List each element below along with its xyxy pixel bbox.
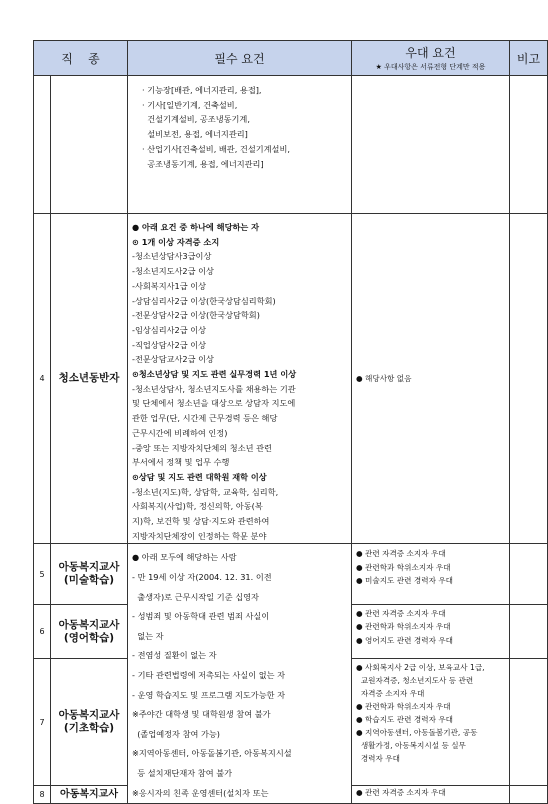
requirement-line: -직업상담사2급 이상 bbox=[132, 339, 207, 350]
cell-note bbox=[510, 786, 548, 804]
requirement-line: - 전염성 질환이 없는 자 bbox=[132, 650, 217, 661]
preferred-item: ● 영어지도 관련 경력자 우대 bbox=[356, 635, 453, 645]
header-preferred-title: 우대 요건 bbox=[405, 46, 456, 60]
job-title-line2: (기초학습) bbox=[63, 722, 115, 735]
job-title: 아동복지교사 bbox=[51, 786, 128, 804]
requirement-line: 지방자치단체장이 인정하는 학문 분야 bbox=[132, 530, 267, 541]
requirement-line: 출생자)로 근무시작일 기준 십영자 bbox=[132, 591, 259, 602]
preferred-item: ● 지역아동센터, 아동돌봄기관, 공동 bbox=[356, 728, 478, 738]
header-preferred-subtitle: ★ 우대사항은 서류전형 단계만 적용 bbox=[375, 63, 486, 71]
job-title bbox=[51, 544, 128, 604]
requirement-line: 건설기계설비, 공조냉동기계, bbox=[142, 114, 250, 125]
requirement-line: -전문상담교사2급 이상 bbox=[132, 354, 214, 365]
requirement-line: ※지역아동센터, 아동돌봄기관, 아동복지시설 bbox=[132, 748, 292, 759]
cell-preferred bbox=[352, 659, 510, 786]
requirement-line: 사회복지(사업)학, 정신의학, 아동(복 bbox=[132, 501, 263, 512]
job-title-line1: 아동복지교사 bbox=[58, 709, 120, 722]
preferred-item: ● 관련 자격증 소지자 우대 bbox=[356, 608, 446, 618]
requirement-line: 근무시간에 비례하여 인정) bbox=[132, 427, 228, 438]
preferred-item: ● 미술지도 관련 경력자 우대 bbox=[356, 576, 453, 586]
row-number: 5 bbox=[34, 544, 51, 604]
job-title bbox=[51, 604, 128, 659]
row-number: 8 bbox=[34, 786, 51, 804]
job-title-line1: 아동복지교사 bbox=[58, 618, 120, 631]
requirement-line: ● 아래 모두에 해당하는 사람 bbox=[132, 552, 237, 563]
requirement-line: -청소년(지도)학, 상담학, 교육학, 심리학, bbox=[132, 486, 279, 497]
preferred-item: 경력자 우대 bbox=[356, 754, 400, 764]
cell-preferred bbox=[352, 214, 510, 544]
requirement-line: - 만 19세 이상 자(2004. 12. 31. 이전 bbox=[132, 572, 272, 583]
requirement-line: · 산업기사[건축설비, 배관, 건설기계설비, bbox=[142, 143, 290, 154]
requirement-line: ● 아래 요건 중 하나에 해당하는 자 bbox=[132, 222, 260, 232]
cell-preferred bbox=[352, 604, 510, 659]
requirement-line: · 기능장[배관, 에너지관리, 용접], bbox=[142, 85, 262, 95]
row-number: 6 bbox=[34, 604, 51, 659]
preferred-item: 생활가정, 아동복지시설 등 실무 bbox=[356, 741, 466, 751]
requirement-line: 공조냉동기계, 용접, 에너지관리] bbox=[142, 158, 264, 169]
preferred-item: ● 관련 자격증 소지자 우대 bbox=[356, 788, 446, 798]
cell-preferred bbox=[352, 786, 510, 804]
requirement-line: ※응시자의 친족 운영센터(설치자 또는 bbox=[132, 787, 269, 798]
requirement-line: 없는 자 bbox=[132, 630, 164, 641]
requirement-line: - 기타 관련법령에 저촉되는 사실이 없는 자 bbox=[132, 670, 286, 681]
cell-required-merged bbox=[128, 544, 352, 804]
preferred-item: ● 해당사항 없음 bbox=[356, 374, 412, 384]
job-title: 청소년동반자 bbox=[51, 214, 128, 544]
preferred-item: ● 관련학과 학위소지자 우대 bbox=[356, 702, 451, 712]
requirement-line: ⊙ 1개 이상 자격증 소지 bbox=[132, 236, 220, 247]
requirement-line: 지)학, 보건학 및 상담·지도와 관련하여 bbox=[132, 516, 270, 527]
cell-number bbox=[34, 76, 51, 214]
preferred-item: 교원자격증, 청소년지도사 등 관련 bbox=[356, 676, 474, 686]
table-row-5 bbox=[34, 544, 548, 604]
requirements-table bbox=[33, 40, 548, 804]
header-note: 비고 bbox=[510, 41, 548, 76]
requirement-line: 및 단체에서 청소년을 대상으로 상담자 지도에 bbox=[132, 398, 296, 409]
requirement-line: · 기사[일반기계, 건축설비, bbox=[142, 99, 238, 110]
preferred-item: ● 사회복지사 2급 이상, 보육교사 1급, bbox=[356, 663, 485, 673]
cell-note bbox=[510, 604, 548, 659]
cell-note bbox=[510, 659, 548, 786]
preferred-item: ● 학습지도 관련 경력자 우대 bbox=[356, 715, 453, 725]
header-job: 직 종 bbox=[34, 41, 128, 76]
requirement-line: 등 설치재단재자 참여 불가 bbox=[132, 768, 233, 778]
requirement-line: -상담심리사2급 이상(한국상담심리학회) bbox=[132, 295, 276, 306]
requirement-line: -청소년상담사, 청소년지도사를 채용하는 기관 bbox=[132, 383, 296, 394]
requirement-line: -전문상담사2급 이상(한국상담학회) bbox=[132, 310, 260, 321]
job-title-line2: (영어학습) bbox=[63, 631, 115, 644]
job-title-line2: (미술학습) bbox=[63, 574, 115, 587]
preferred-item: ● 관련학과 학위소지자 우대 bbox=[356, 562, 451, 572]
requirement-line: - 운영 학습지도 및 프로그램 지도가능한 자 bbox=[132, 689, 286, 700]
cell-note bbox=[510, 214, 548, 544]
cell-job bbox=[51, 76, 128, 214]
requirement-line: (졸업예정자 참여 가능) bbox=[132, 728, 220, 739]
requirement-line: -청소년지도사2급 이상 bbox=[132, 266, 214, 277]
job-title bbox=[51, 659, 128, 786]
row-number: 4 bbox=[34, 214, 51, 544]
requirement-line: -임상심리사2급 이상 bbox=[132, 324, 207, 335]
cell-required bbox=[128, 76, 352, 214]
row-number: 7 bbox=[34, 659, 51, 786]
requirement-line: -중앙 또는 지방자치단체의 청소년 관련 bbox=[132, 442, 272, 453]
preferred-item: 자격증 소지자 우대 bbox=[356, 689, 425, 699]
table-row-4 bbox=[34, 214, 548, 544]
cell-note bbox=[510, 544, 548, 604]
table-row-continued bbox=[34, 76, 548, 214]
cell-preferred bbox=[352, 76, 510, 214]
cell-note bbox=[510, 76, 548, 214]
requirement-line: 설비보전, 용접, 에너지관리] bbox=[142, 129, 248, 140]
requirement-line: ※주야간 대학생 및 대학원생 참여 불가 bbox=[132, 709, 271, 720]
job-title-line1: 아동복지교사 bbox=[58, 561, 120, 574]
table-header-row bbox=[34, 41, 548, 76]
header-preferred bbox=[352, 41, 510, 76]
requirement-line: ⊙상담 및 지도 관련 대학원 재학 이상 bbox=[132, 471, 267, 482]
requirement-line: 관한 업무(단, 시간제 근무경력 등은 해당 bbox=[132, 413, 278, 424]
cell-preferred bbox=[352, 544, 510, 604]
requirement-line: ⊙청소년상담 및 지도 관련 실무경력 1년 이상 bbox=[132, 369, 297, 380]
requirement-line: -청소년상담사3급이상 bbox=[132, 251, 212, 262]
cell-required bbox=[128, 214, 352, 544]
preferred-item: ● 관련 자격증 소지자 우대 bbox=[356, 549, 446, 559]
requirement-line: - 성범죄 및 아동학대 관련 범죄 사실이 bbox=[132, 611, 270, 622]
header-required: 필수 요건 bbox=[128, 41, 352, 76]
preferred-item: ● 관련학과 학위소지자 우대 bbox=[356, 622, 451, 632]
requirement-line: 부서에서 정책 및 업무 수행 bbox=[132, 457, 230, 468]
requirement-line: -사회복지사1급 이상 bbox=[132, 280, 207, 291]
